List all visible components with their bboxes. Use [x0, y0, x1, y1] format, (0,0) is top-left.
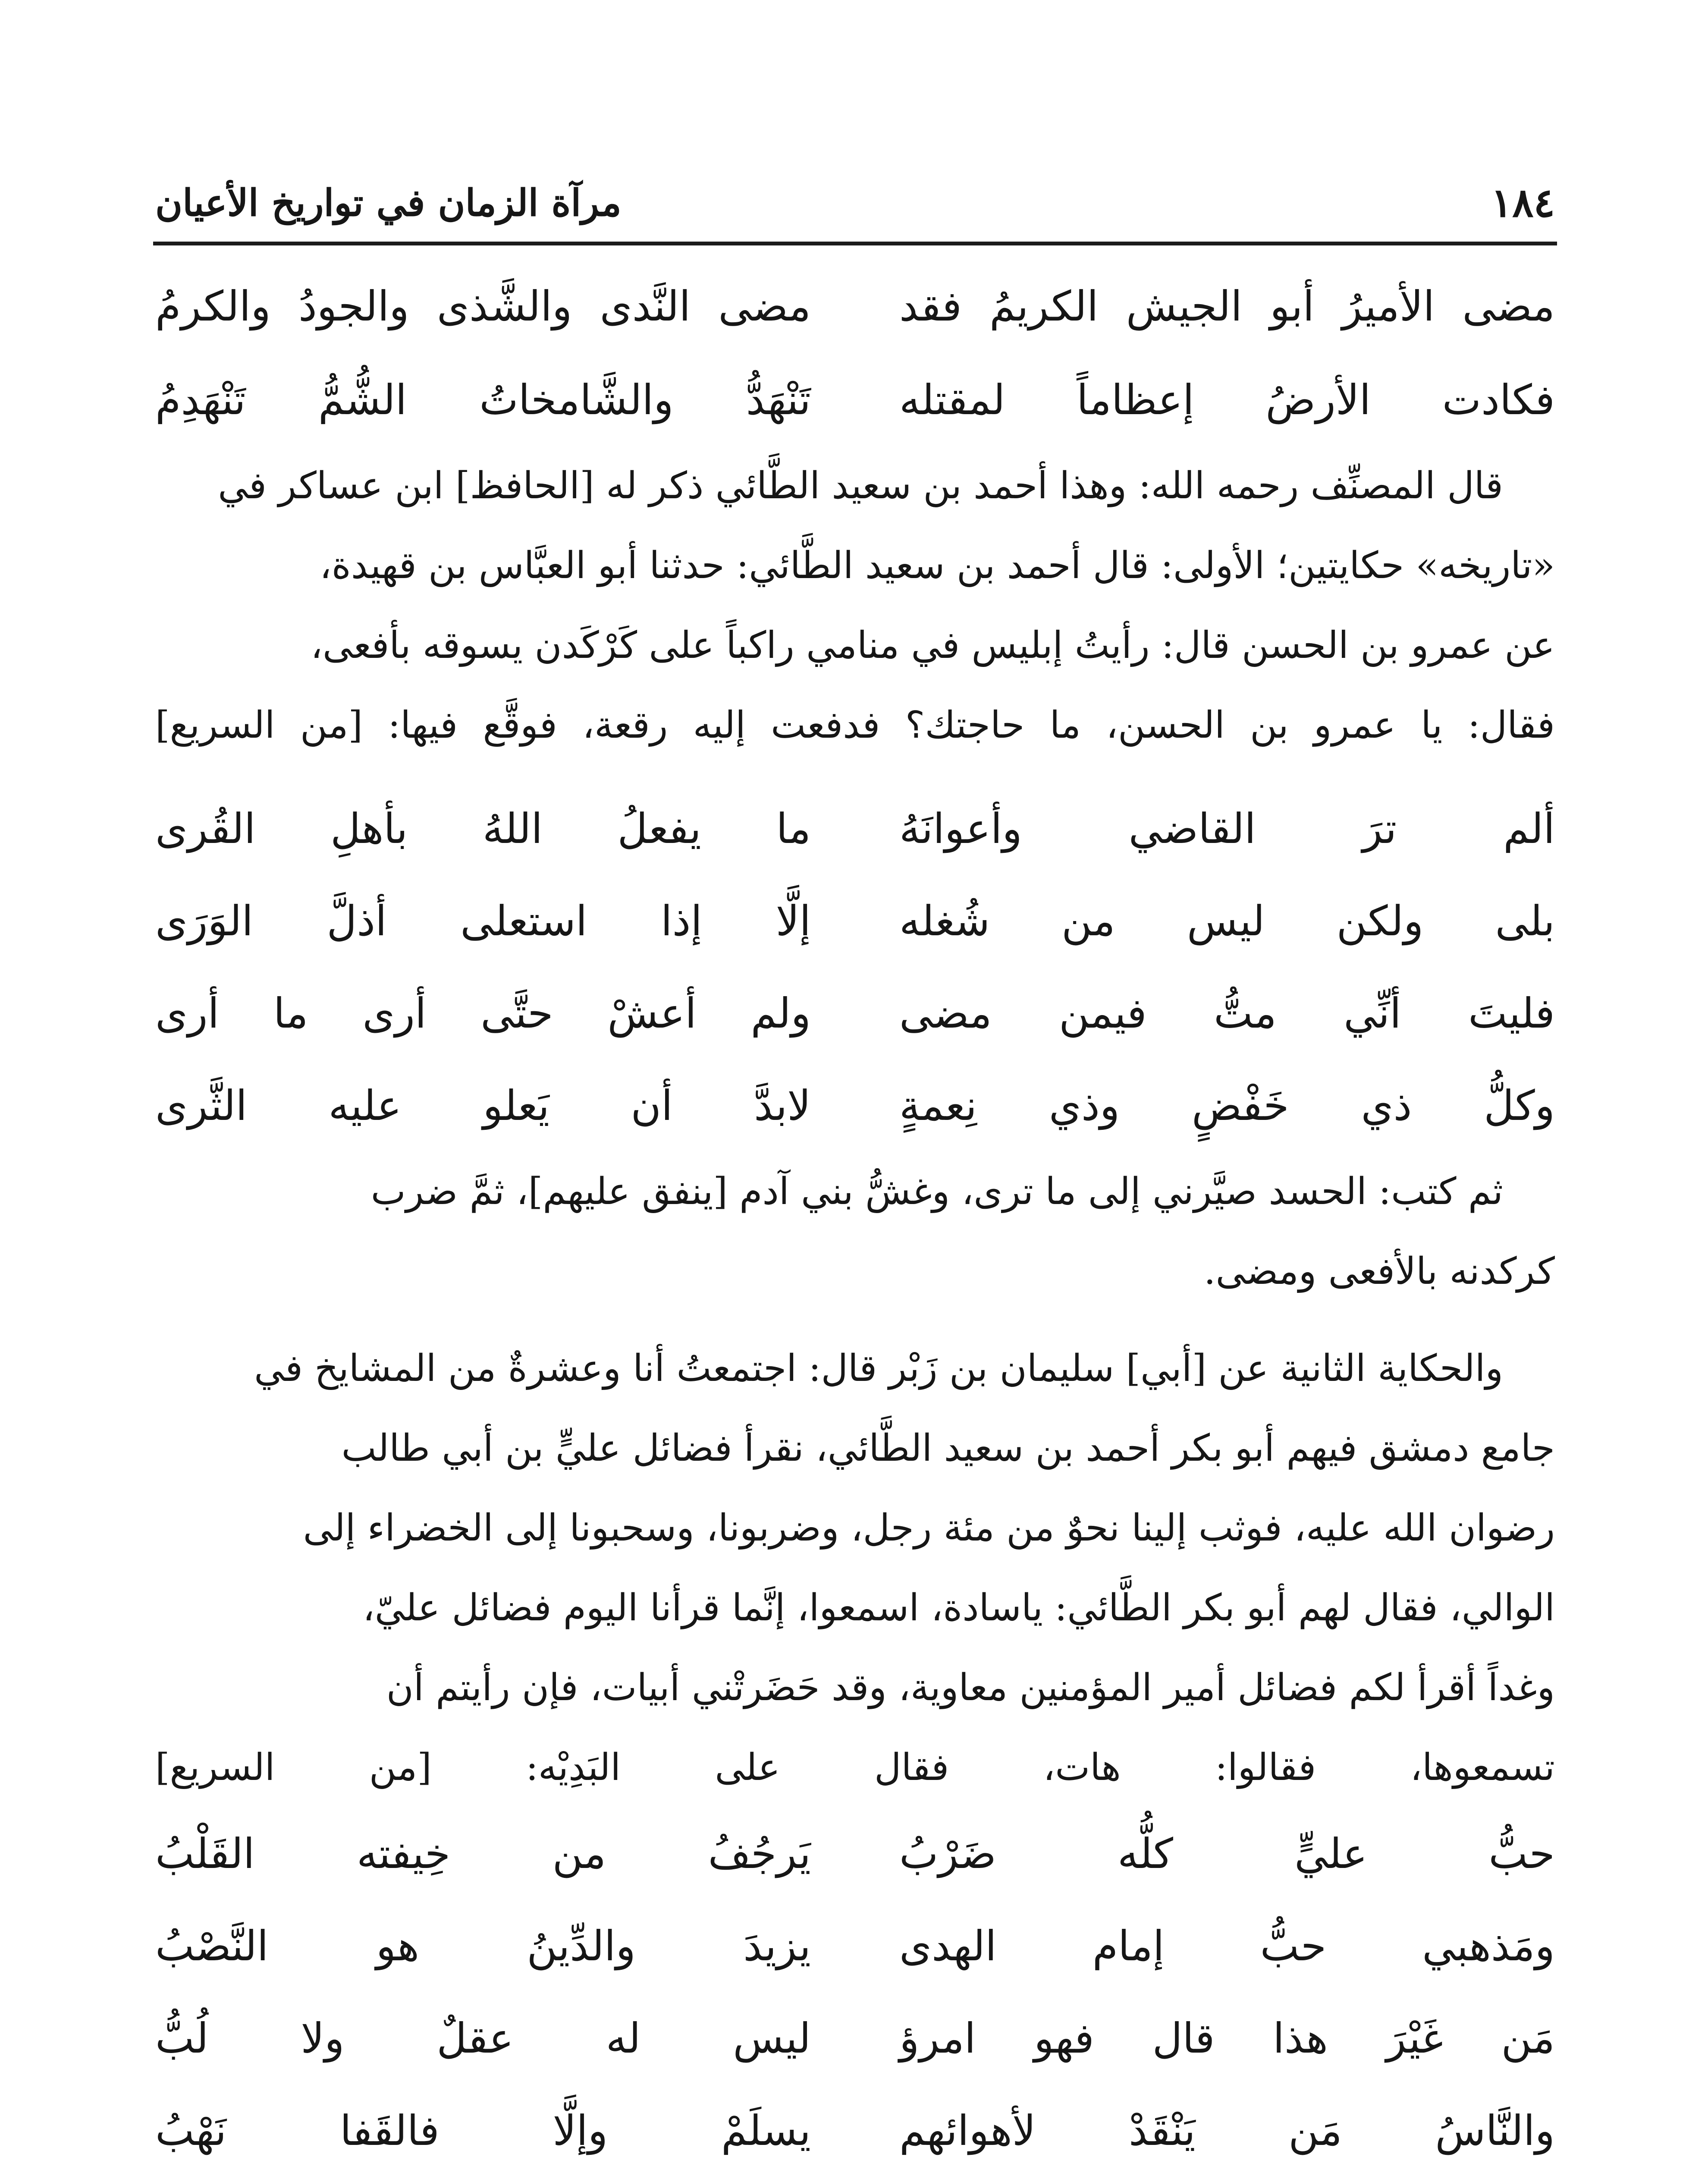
verse-first-hemistich: حبُّ عليٍّ كلُّه ضَرْبُ	[899, 1830, 1555, 1878]
header-rule	[153, 242, 1557, 245]
text-line: «تاريخه» حكايتين؛ الأولى: قال أحمد بن سعيد الطَّائي: حدثنا أبو العبَّاس بن قهيدة،	[320, 544, 1555, 587]
verse-first-hemistich: والنَّاسُ مَن يَنْقَدْ لأهوائهم	[899, 2107, 1555, 2155]
verse-first-hemistich: ألم ترَ القاضي وأعوانَهُ	[899, 805, 1555, 853]
verse-line	[155, 875, 1555, 967]
verse-second-hemistich: ولم أعشْ حتَّى أرى ما أرى	[155, 989, 811, 1038]
text-line: كركدنه بالأفعى ومضى.	[1204, 1250, 1555, 1293]
verse-first-hemistich: وكلُّ ذي خَفْضٍ وذي نِعمةٍ	[899, 1082, 1555, 1130]
main-text	[155, 259, 1555, 2157]
verse-first-hemistich: فكادت الأرضُ إعظاماً لمقتله	[899, 376, 1555, 424]
opening-poem	[155, 259, 1555, 446]
text-line: عن عمرو بن الحسن قال: رأيتُ إبليس في منامي راكباً على كَرْكَدن يسوقه بأفعى،	[311, 624, 1555, 667]
verse-first-hemistich: مضى الأميرُ أبو الجيش الكريمُ فقد	[899, 282, 1555, 330]
text-line: قال المصنِّف رحمه الله: وهذا أحمد بن سعيد الطَّائي ذكر له [الحافظ] ابن عساكر في	[218, 464, 1503, 507]
text-line: رضوان الله عليه، فوثب إلينا نحوٌ من مئة رجل، وضربونا، وسحبونا إلى الخضراء إلى	[303, 1506, 1555, 1550]
verse-line	[155, 1992, 1555, 2085]
text-line: والحكاية الثانية عن [أبي] سليمان بن زَبْر قال: اجتمعتُ أنا وعشرةٌ من المشايخ في	[254, 1347, 1503, 1390]
verse-line	[155, 2085, 1555, 2157]
verse-second-hemistich: ما يفعلُ اللهُ بأهلِ القُرى	[155, 805, 811, 853]
text-line: تسمعوها، فقالوا: هات، فقال على البَدِيْه: [من السريع]	[155, 1746, 1555, 1789]
verse-line	[155, 1060, 1555, 1152]
paragraph-second-story	[155, 1329, 1555, 1808]
verse-second-hemistich: مضى النَّدى والشَّذى والجودُ والكرمُ	[155, 282, 811, 330]
verse-second-hemistich: لابدَّ أن يَعلو عليه الثَّرى	[155, 1082, 811, 1130]
verse-line	[155, 259, 1555, 354]
paragraph-after-poem	[155, 1152, 1555, 1311]
book-title: مرآة الزمان في تواريخ الأعيان	[155, 181, 622, 225]
running-header	[155, 170, 1555, 235]
verse-first-hemistich: ومَذهبي حبُّ إمام الهدى	[899, 1922, 1555, 1970]
verse-second-hemistich: إلَّا إذا استعلى أذلَّ الوَرَى	[155, 897, 811, 945]
verse-second-hemistich: تَنْهَدُّ والشَّامخاتُ الشُّمُّ تَنْهَدِمُ	[155, 376, 811, 424]
verse-second-hemistich: يزيدَ والدِّينُ هو النَّصْبُ	[155, 1922, 811, 1970]
text-line: جامع دمشق فيهم أبو بكر أحمد بن سعيد الطَّائي، نقرأ فضائل عليٍّ بن أبي طالب	[341, 1427, 1555, 1470]
text-line: الوالي، فقال لهم أبو بكر الطَّائي: ياسادة، اسمعوا، إنَّما قرأنا اليوم فضائل عليّ،	[362, 1586, 1555, 1629]
verse-second-hemistich: ليس له عقلٌ ولا لُبُّ	[155, 2014, 811, 2063]
verse-first-hemistich: بلى ولكن ليس من شُغله	[899, 897, 1555, 945]
verse-line	[155, 1900, 1555, 1992]
text-line: ثم كتب: الحسد صيَّرني إلى ما ترى، وغشُّ بني آدم [ينفق عليهم]، ثمَّ ضرب	[370, 1170, 1503, 1213]
text-line: وغداً أقرأ لكم فضائل أمير المؤمنين معاوية، وقد حَضَرتْني أبيات، فإن رأيتم أن	[386, 1666, 1555, 1709]
verse-line	[155, 354, 1555, 446]
verse-line	[155, 967, 1555, 1060]
verse-line	[155, 783, 1555, 875]
taii-poem	[155, 1808, 1555, 2157]
verse-first-hemistich: فليتَ أنِّي متُّ فيمن مضى	[899, 989, 1555, 1038]
text-line: فقال: يا عمرو بن الحسن، ما حاجتك؟ فدفعت إليه رقعة، فوقَّع فيها: [من السريع]	[155, 704, 1555, 747]
verse-first-hemistich: مَن غَيْرَ هذا قال فهو امرؤ	[899, 2014, 1555, 2063]
page-number: ١٨٤	[1491, 179, 1555, 226]
paragraph-first-story	[155, 446, 1555, 765]
iblis-poem	[155, 783, 1555, 1152]
verse-second-hemistich: يَرجُفُ من خِيفته القَلْبُ	[155, 1830, 811, 1878]
verse-second-hemistich: يسلَمْ وإلَّا فالقَفا نَهْبُ	[155, 2107, 811, 2155]
verse-line	[155, 1808, 1555, 1900]
